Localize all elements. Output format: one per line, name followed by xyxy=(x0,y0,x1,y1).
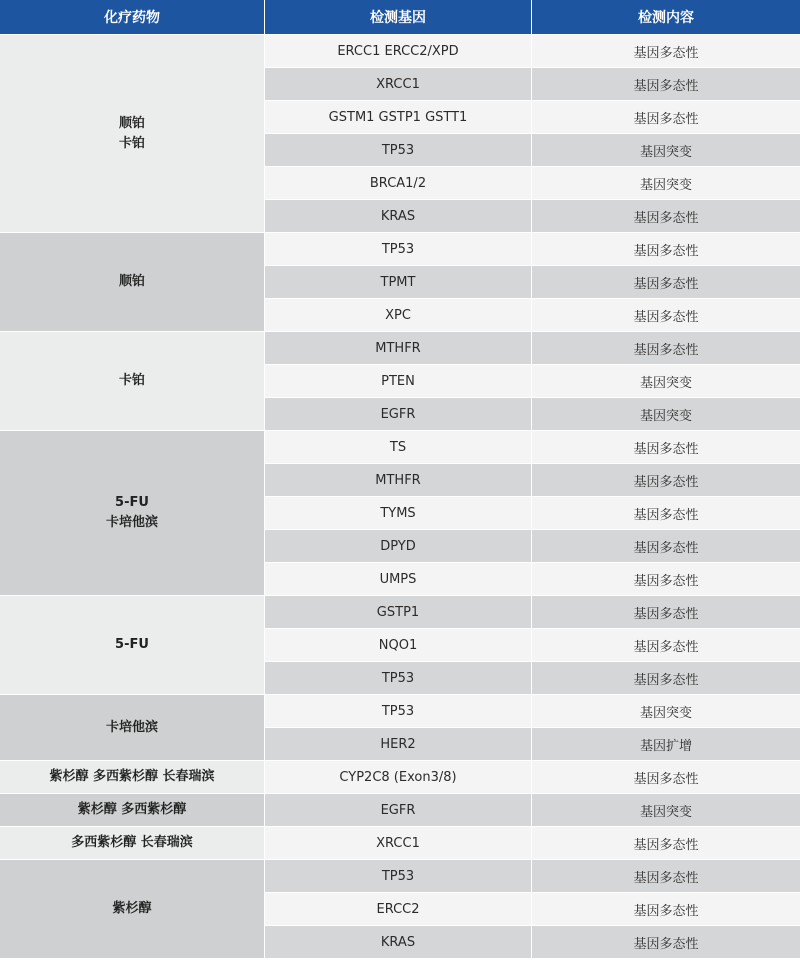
drug-name: 紫杉醇 多西紫杉醇 xyxy=(77,802,187,817)
content-cell: 基因多态性 xyxy=(532,233,800,266)
content-cell: 基因多态性 xyxy=(532,299,800,332)
gene-cell: PTEN xyxy=(265,365,532,398)
gene-cell: GSTM1 GSTP1 GSTT1 xyxy=(265,101,532,134)
gene-cell: NQO1 xyxy=(265,629,532,662)
content-cell: 基因多态性 xyxy=(532,332,800,365)
drug-group-cell xyxy=(0,827,265,860)
drug-name: 卡铂 xyxy=(118,135,145,151)
drug-name: 多西紫杉醇 长春瑞滨 xyxy=(71,835,193,850)
content-cell: 基因突变 xyxy=(532,398,800,431)
gene-cell: TP53 xyxy=(265,695,532,728)
gene-cell: KRAS xyxy=(265,200,532,233)
drug-group-cell xyxy=(0,695,265,761)
content-cell: 基因多态性 xyxy=(532,497,800,530)
gene-cell: TPMT xyxy=(265,266,532,299)
gene-cell: EGFR xyxy=(265,398,532,431)
drug-group-cell xyxy=(0,35,265,233)
gene-cell: XRCC1 xyxy=(265,827,532,860)
content-cell: 基因多态性 xyxy=(532,893,800,926)
gene-cell: DPYD xyxy=(265,530,532,563)
content-cell: 基因多态性 xyxy=(532,662,800,695)
content-cell: 基因突变 xyxy=(532,134,800,167)
content-cell: 基因多态性 xyxy=(532,200,800,233)
content-cell: 基因扩增 xyxy=(532,728,800,761)
drug-group-cell xyxy=(0,761,265,794)
gene-cell: CYP2C8 (Exon3/8) xyxy=(265,761,532,794)
gene-cell: XRCC1 xyxy=(265,68,532,101)
content-cell: 基因多态性 xyxy=(532,596,800,629)
gene-cell: XPC xyxy=(265,299,532,332)
content-cell: 基因多态性 xyxy=(532,629,800,662)
drug-group-cell xyxy=(0,233,265,332)
content-cell: 基因多态性 xyxy=(532,464,800,497)
drug-name: 5-FU xyxy=(115,637,149,652)
gene-cell: BRCA1/2 xyxy=(265,167,532,200)
gene-cell: TYMS xyxy=(265,497,532,530)
gene-cell: TP53 xyxy=(265,134,532,167)
content-cell: 基因突变 xyxy=(532,365,800,398)
header-content: 检测内容 xyxy=(532,0,800,35)
drug-group-cell xyxy=(0,332,265,431)
gene-cell: MTHFR xyxy=(265,464,532,497)
header-gene: 检测基因 xyxy=(265,0,532,35)
gene-cell: TP53 xyxy=(265,860,532,893)
drug-group-cell xyxy=(0,794,265,827)
content-cell: 基因多态性 xyxy=(532,827,800,860)
content-cell: 基因突变 xyxy=(532,794,800,827)
content-cell: 基因多态性 xyxy=(532,761,800,794)
gene-cell: ERCC1 ERCC2/XPD xyxy=(265,35,532,68)
gene-cell: GSTP1 xyxy=(265,596,532,629)
drug-name: 紫杉醇 多西紫杉醇 长春瑞滨 xyxy=(49,769,215,784)
content-cell: 基因多态性 xyxy=(532,860,800,893)
drug-group-cell xyxy=(0,596,265,695)
gene-cell: TS xyxy=(265,431,532,464)
content-cell: 基因突变 xyxy=(532,695,800,728)
gene-cell: TP53 xyxy=(265,662,532,695)
drug-name: 5-FU xyxy=(115,495,149,510)
drug-name: 顺铂 xyxy=(118,115,145,131)
gene-cell: UMPS xyxy=(265,563,532,596)
drug-group-cell xyxy=(0,860,265,959)
gene-cell: MTHFR xyxy=(265,332,532,365)
gene-cell: ERCC2 xyxy=(265,893,532,926)
content-cell: 基因多态性 xyxy=(532,926,800,959)
drug-group-cell xyxy=(0,431,265,596)
content-cell: 基因多态性 xyxy=(532,431,800,464)
gene-cell: TP53 xyxy=(265,233,532,266)
gene-cell: EGFR xyxy=(265,794,532,827)
drug-name: 卡铂 xyxy=(118,373,145,388)
gene-cell: KRAS xyxy=(265,926,532,959)
drug-name: 卡培他滨 xyxy=(105,515,158,530)
content-cell: 基因多态性 xyxy=(532,266,800,299)
drug-name: 紫杉醇 xyxy=(112,901,152,916)
drug-name: 顺铂 xyxy=(118,274,145,289)
drug-name: 卡培他滨 xyxy=(105,719,158,735)
gene-cell: HER2 xyxy=(265,728,532,761)
content-cell: 基因突变 xyxy=(532,167,800,200)
header-drug: 化疗药物 xyxy=(0,0,265,35)
content-cell: 基因多态性 xyxy=(532,35,800,68)
content-cell: 基因多态性 xyxy=(532,563,800,596)
content-cell: 基因多态性 xyxy=(532,530,800,563)
content-cell: 基因多态性 xyxy=(532,68,800,101)
content-cell: 基因多态性 xyxy=(532,101,800,134)
